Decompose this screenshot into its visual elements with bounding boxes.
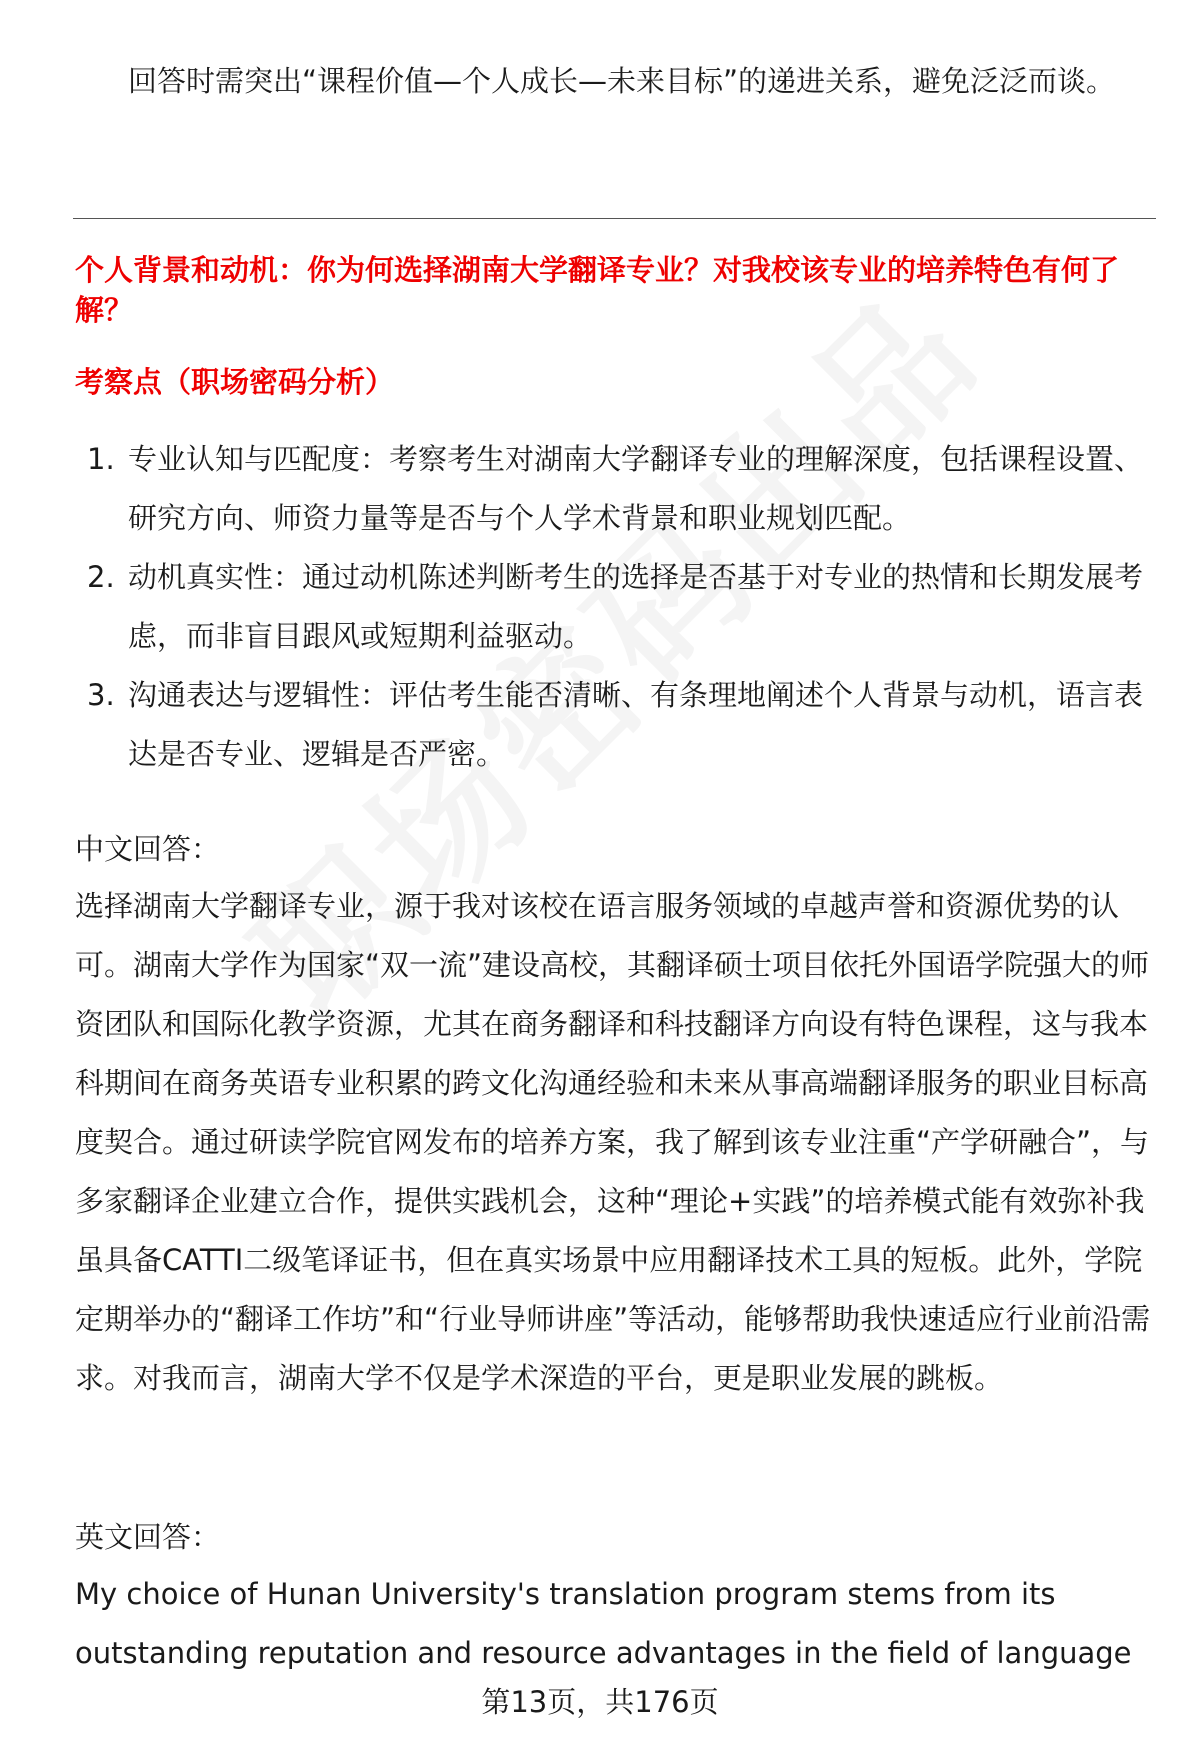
analysis-item bbox=[75, 666, 1155, 784]
list-number: 2. bbox=[87, 560, 115, 594]
list-number: 1. bbox=[87, 442, 115, 476]
page-number: 第13页，共176页 bbox=[481, 1685, 719, 1719]
section-divider bbox=[73, 218, 1156, 219]
english-answer-text: My choice of Hunan University's translation program stems from its outstanding reputation and resource advantages in the field of language bbox=[75, 1577, 1132, 1670]
analysis-heading: 考察点（职场密码分析） bbox=[75, 365, 395, 399]
question-title: 个人背景和动机：你为何选择湖南大学翻译专业？对我校该专业的培养特色有何了解？ bbox=[75, 253, 1120, 327]
list-number: 3. bbox=[87, 678, 115, 712]
chinese-answer-label: 中文回答： bbox=[75, 832, 221, 866]
analysis-item-text: 沟通表达与逻辑性：评估考生能否清晰、有条理地阐述个人背景与动机，语言表达是否专业、逻辑是否严密。 bbox=[128, 678, 1144, 771]
chinese-answer-text: 选择湖南大学翻译专业，源于我对该校在语言服务领域的卓越声誉和资源优势的认可。湖南大学作为国家“双一流”建设高校，其翻译硕士项目依托外国语学院强大的师资团队和国际化教学资源，尤其在商务翻译和科技翻译方向设有特色课程，这与我本科期间在商务英语专业积累的跨文化沟通经验和未来从事高端翻译服务的职业目标高度契合。通过研读学院官网发布的培养方案，我了解到该专业注重“产学研融合”，与多家翻译企业建立合作，提供实践机会，这种“理论+实践”的培养模式能有效弥补我虽具备CATTI二级笔译证书，但在真实场景中应用翻译技术工具的短板。此外，学院定期举办的“翻译工作坊”和“行业导师讲座”等活动，能够帮助我快速适应行业前沿需求。对我而言，湖南大学不仅是学术深造的平台，更是职业发展的跳板。 bbox=[75, 889, 1151, 1395]
intro-paragraph: 回答时需突出“课程价值—个人成长—未来目标”的递进关系，避免泛泛而谈。 bbox=[128, 64, 1116, 98]
analysis-item bbox=[75, 548, 1155, 666]
analysis-list bbox=[75, 430, 1155, 784]
analysis-item-text: 动机真实性：通过动机陈述判断考生的选择是否基于对专业的热情和长期发展考虑，而非盲目跟风或短期利益驱动。 bbox=[128, 560, 1144, 653]
english-answer-label: 英文回答： bbox=[75, 1520, 221, 1554]
analysis-item bbox=[75, 430, 1155, 548]
analysis-item-text: 专业认知与匹配度：考察考生对湖南大学翻译专业的理解深度，包括课程设置、研究方向、师资力量等是否与个人学术背景和职业规划匹配。 bbox=[128, 442, 1144, 535]
